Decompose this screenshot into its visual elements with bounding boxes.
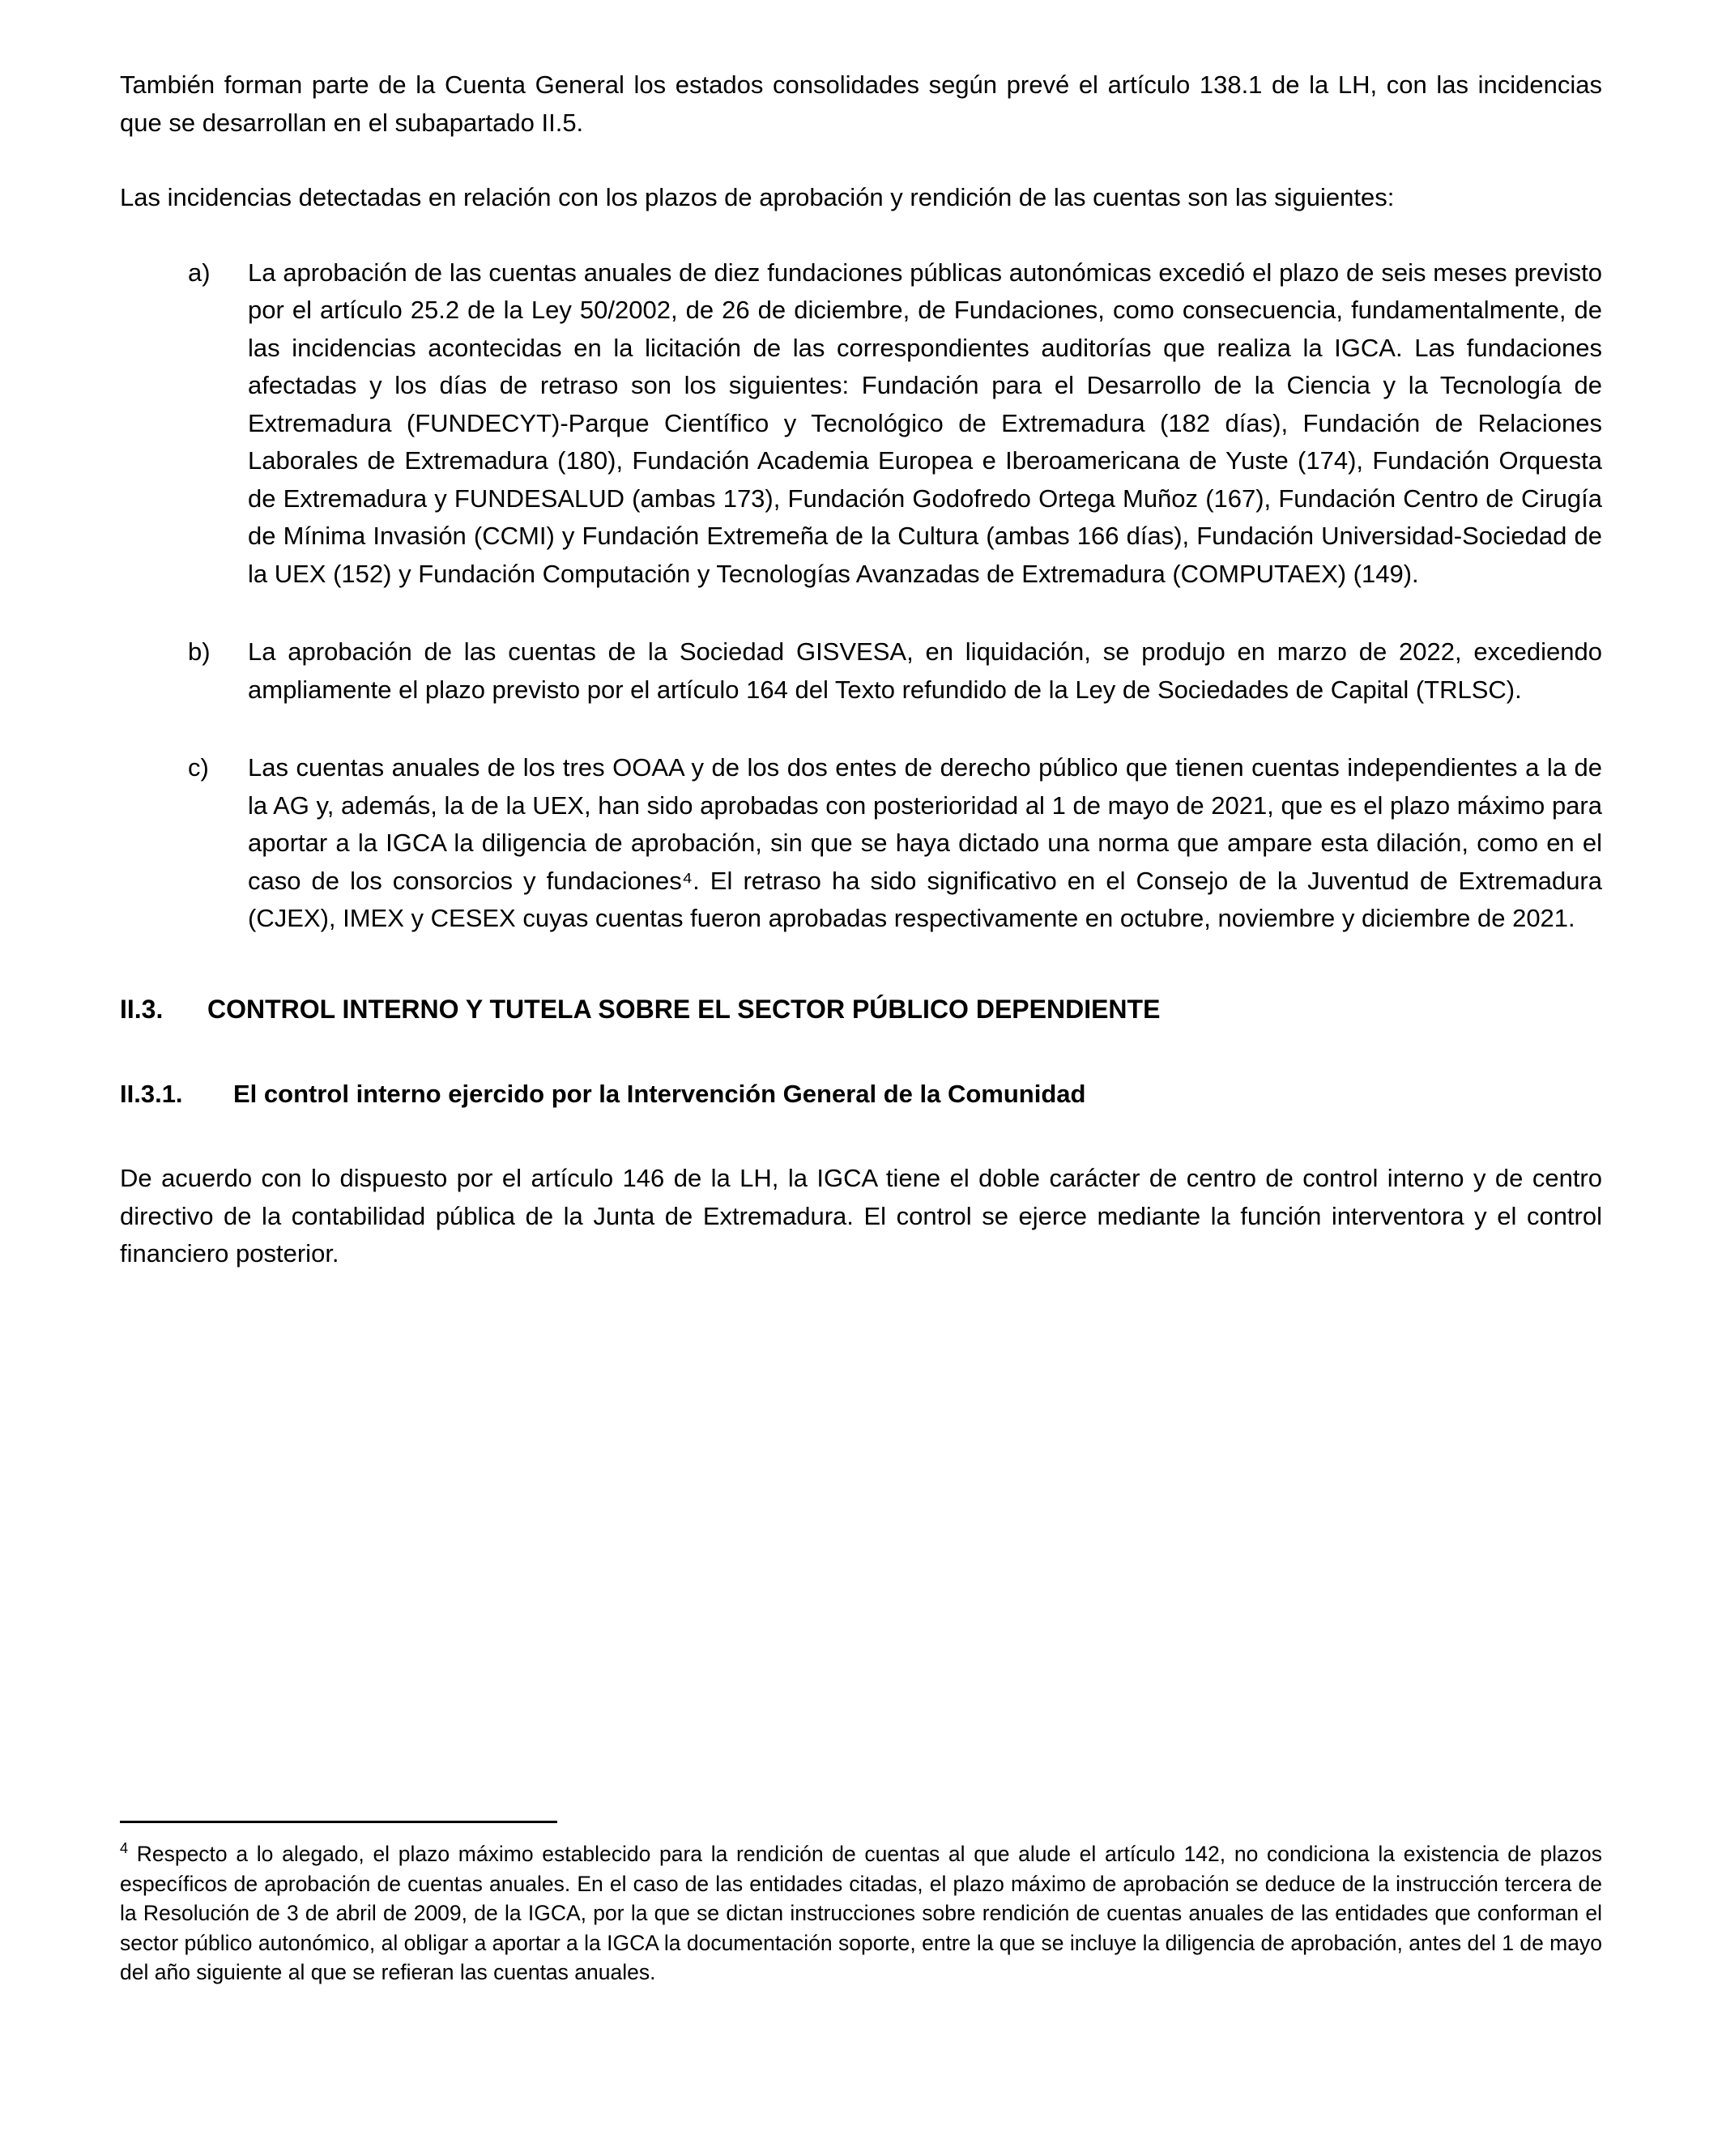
list-item-label: b): [188, 637, 211, 666]
list-item-text: Las cuentas anuales de los tres OOAA y de los dos entes de derecho público que tienen cuentas independientes a la de la AG y, además, la de la UEX, han sido aprobadas con posterioridad al 1 de mayo de 2021, que es el plazo máximo para aportar a la IGCA la diligencia de aprobación, sin que se haya dictado una norma que ampare esta dilación, como en el caso de los consorcios y fundaciones⁴. El retraso ha sido significativo en el Consejo de la Juventud de Extremadura (CJEX), IMEX y CESEX cuyas cuentas fueron aprobadas respectivamente en octubre, noviembre y diciembre de 2021.: [248, 753, 1602, 932]
alpha-list: [120, 254, 1602, 938]
section-heading: [120, 990, 1602, 1029]
paragraph-control-interno: De acuerdo con lo dispuesto por el artículo 146 de la LH, la IGCA tiene el doble carácter de centro de control interno y de centro directivo de la contabilidad pública de la Junta de Extremadura. El control se ejerce mediante la función interventora y el control financiero posterior.: [120, 1164, 1602, 1268]
list-item-text: La aprobación de las cuentas de la Sociedad GISVESA, en liquidación, se produjo en marzo de 2022, excediendo ampliamente el plazo previsto por el artículo 164 del Texto refundido de la Ley de Sociedades de Capital (TRLSC).: [248, 637, 1602, 704]
subsection-number: II.3.1.: [120, 1079, 183, 1108]
section-number: II.3.: [120, 994, 164, 1024]
subsection-heading: [120, 1076, 1602, 1114]
footnote-text: [120, 1839, 1602, 1988]
list-item-text: La aprobación de las cuentas anuales de diez fundaciones públicas autonómicas excedió el plazo de seis meses previsto por el artículo 25.2 de la Ley 50/2002, de 26 de diciembre, de Fundaciones, como consecuencia, fundamentalmente, de las incidencias acontecidas en la licitación de las correspondientes auditorías que realiza la IGCA. Las fundaciones afectadas y los días de retraso son los siguientes: Fundación para el Desarrollo de la Ciencia y la Tecnología de Extremadura (FUNDECYT)-Parque Científico y Tecnológico de Extremadura (182 días), Fundación de Relaciones Laborales de Extremadura (180), Fundación Academia Europea e Iberoamericana de Yuste (174), Fundación Orquesta de Extremadura y FUNDESALUD (ambas 173), Fundación Godofredo Ortega Muñoz (167), Fundación Centro de Cirugía de Mínima Invasión (CCMI) y Fundación Extremeña de la Cultura (ambas 166 días), Fundación Universidad-Sociedad de la UEX (152) y Fundación Computación y Tecnologías Avanzadas de Extremadura (COMPUTAEX) (149).: [248, 258, 1602, 588]
footnote-marker: 4: [120, 1840, 129, 1857]
paragraph-incidencias-lead: Las incidencias detectadas en relación con los plazos de aprobación y rendición de las cuentas son las siguientes:: [120, 183, 1395, 211]
footnote-body: Respecto a lo alegado, el plazo máximo establecido para la rendición de cuentas al que alude el artículo 142, no condiciona la existencia de plazos específicos de aprobación de cuentas anuales. En el caso de las entidades citadas, el plazo máximo de aprobación se deduce de la instrucción tercera de la Resolución de 3 de abril de 2009, de la IGCA, por la que se dictan instrucciones sobre rendición de cuentas anuales de las entidades que conforman el sector público autonómico, al obligar a aportar a la IGCA la documentación soporte, entre la que se incluye la diligencia de aprobación, antes del 1 de mayo del año siguiente al que se refieran las cuentas anuales.: [120, 1842, 1602, 1985]
list-item-label: a): [188, 258, 211, 287]
section-title: CONTROL INTERNO Y TUTELA SOBRE EL SECTOR PÚBLICO DEPENDIENTE: [207, 994, 1161, 1024]
footnote-block: [120, 1821, 1602, 1988]
list-item-c: [120, 749, 1602, 938]
paragraph-intro-consolidated: También forman parte de la Cuenta General los estados consolidades según prevé el artículo 138.1 de la LH, con las incidencias que se desarrollan en el subapartado II.5.: [120, 70, 1602, 137]
footnote-separator-rule: [120, 1821, 557, 1823]
subsection-title: El control interno ejercido por la Intervención General de la Comunidad: [233, 1079, 1086, 1108]
list-item-b: [120, 633, 1602, 709]
list-item-label: c): [188, 753, 209, 782]
list-item-a: [120, 254, 1602, 594]
